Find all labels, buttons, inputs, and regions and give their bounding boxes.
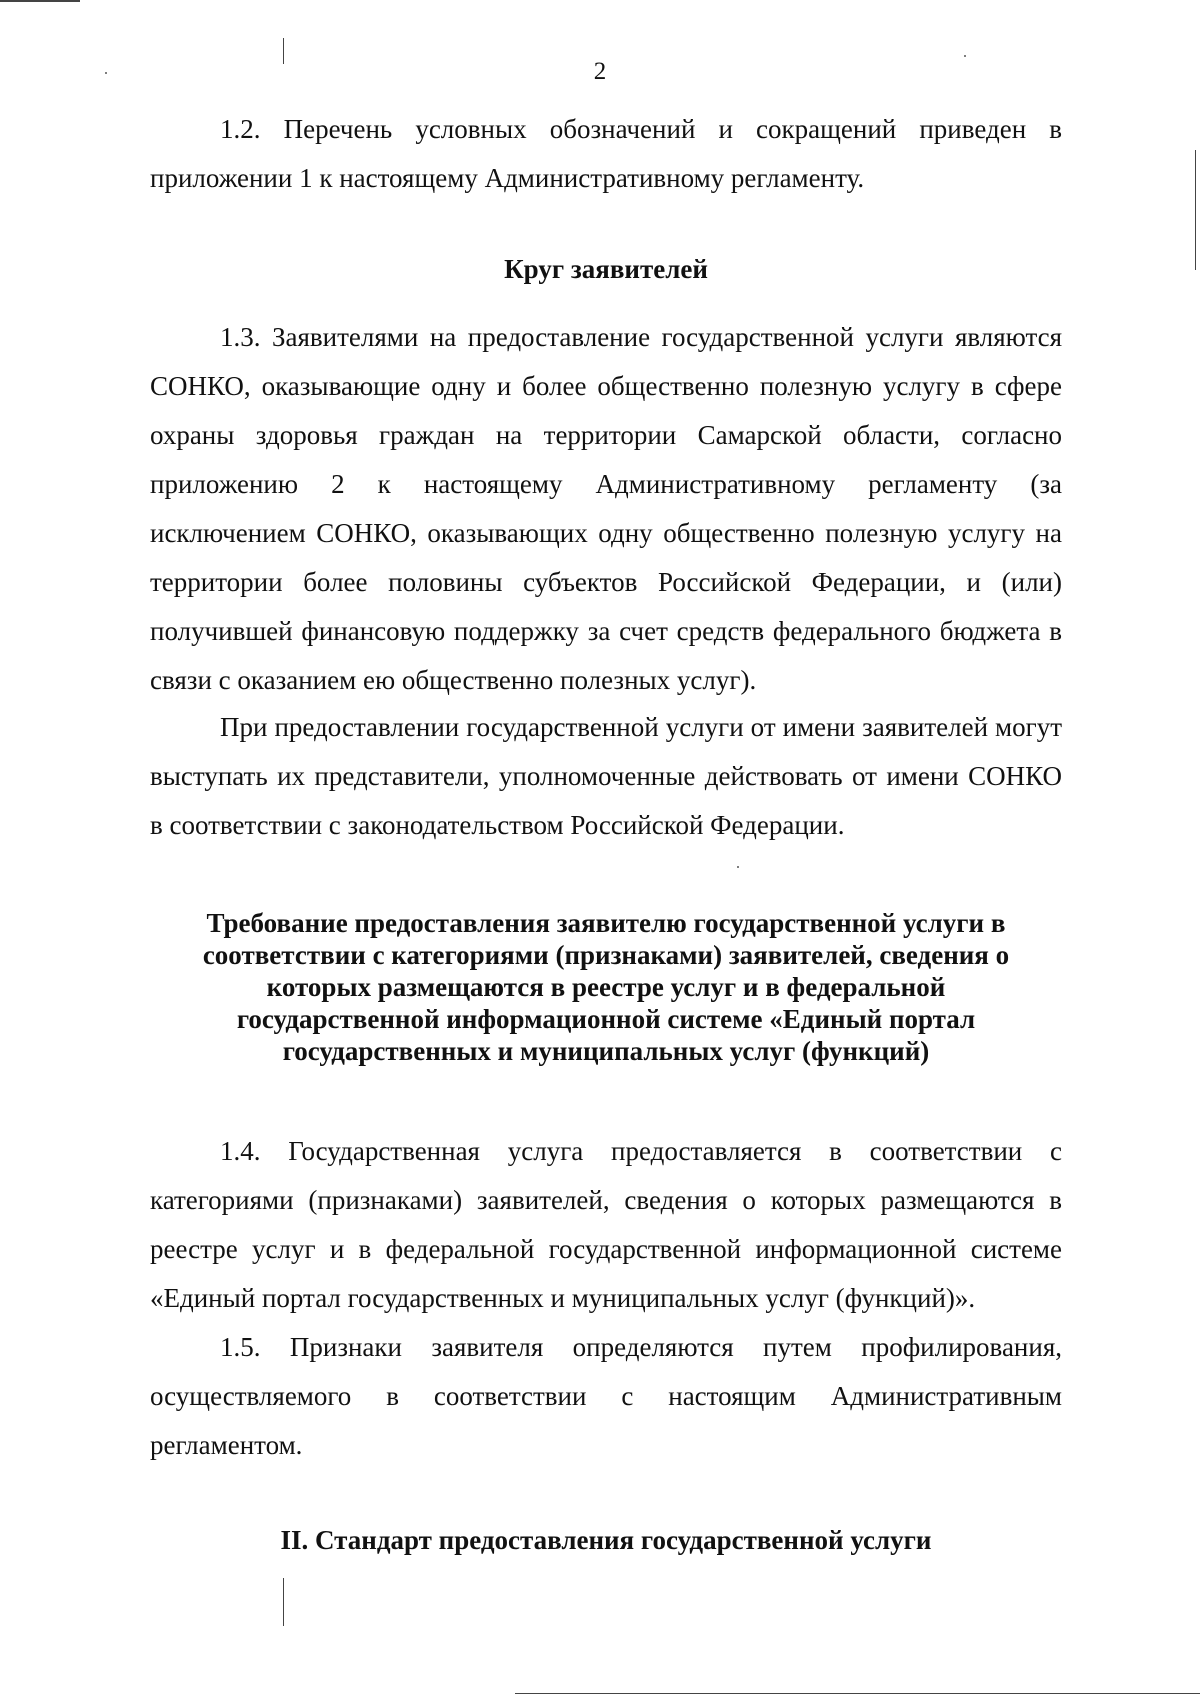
scan-artifact-bottom [515, 1693, 1200, 1694]
scan-artifact-vertical-bottom [283, 1578, 284, 1626]
heading-requirement-line: которых размещаются в реестре услуг и в федеральной [266, 972, 946, 1002]
heading-section-2: II. Стандарт предоставления государственной услуги [280, 1525, 932, 1555]
paragraph-1-2: 1.2. Перечень условных обозначений и сокращений приведен в приложении 1 к настоящему Административному регламенту. [150, 114, 1062, 193]
heading-applicants: Круг заявителей [504, 254, 708, 284]
scan-dot [964, 55, 966, 57]
heading-requirement [150, 907, 1062, 1067]
scan-dot [737, 866, 739, 868]
page-number: 2 [593, 58, 607, 85]
heading-requirement-line: соответствии с категориями (признаками) заявителей, сведения о [202, 940, 1010, 970]
heading-requirement-line: Требование предоставления заявителю государственной услуги в [206, 908, 1006, 938]
paragraph-1-4: 1.4. Государственная услуга предоставляется в соответствии с категориями (признаками) заявителей, сведения о которых размещаются в реестре услуг и в федеральной государственной информационной системе «Единый портал государственных и муниципальных услуг (функций)». [150, 1136, 1062, 1313]
heading-requirement-line: государственных и муниципальных услуг (функций) [282, 1036, 930, 1066]
scan-artifact-right-edge [1195, 150, 1196, 270]
scan-artifact-top-left [0, 0, 80, 2]
paragraph-representatives: При предоставлении государственной услуги от имени заявителей могут выступать их представители, уполномоченные действовать от имени СОНКО в соответствии с законодательством Российской Федерации. [150, 712, 1062, 840]
heading-requirement-line: государственной информационной системе «Единый портал [236, 1004, 976, 1034]
paragraph-1-5: 1.5. Признаки заявителя определяются путем профилирования, осуществляемого в соответствии с настоящим Административным регламентом. [150, 1332, 1062, 1460]
paragraph-1-3: 1.3. Заявителями на предоставление государственной услуги являются СОНКО, оказывающие одну и более общественно полезную услугу в сфере охраны здоровья граждан на территории Самарской области, согласно приложению 2 к настоящему Административному регламенту (за исключением СОНКО, оказывающих одну общественно полезную услугу на территории более половины субъектов Российской Федерации, и (или) получившей финансовую поддержку за счет средств федерального бюджета в связи с оказанием ею общественно полезных услуг). [150, 322, 1062, 695]
